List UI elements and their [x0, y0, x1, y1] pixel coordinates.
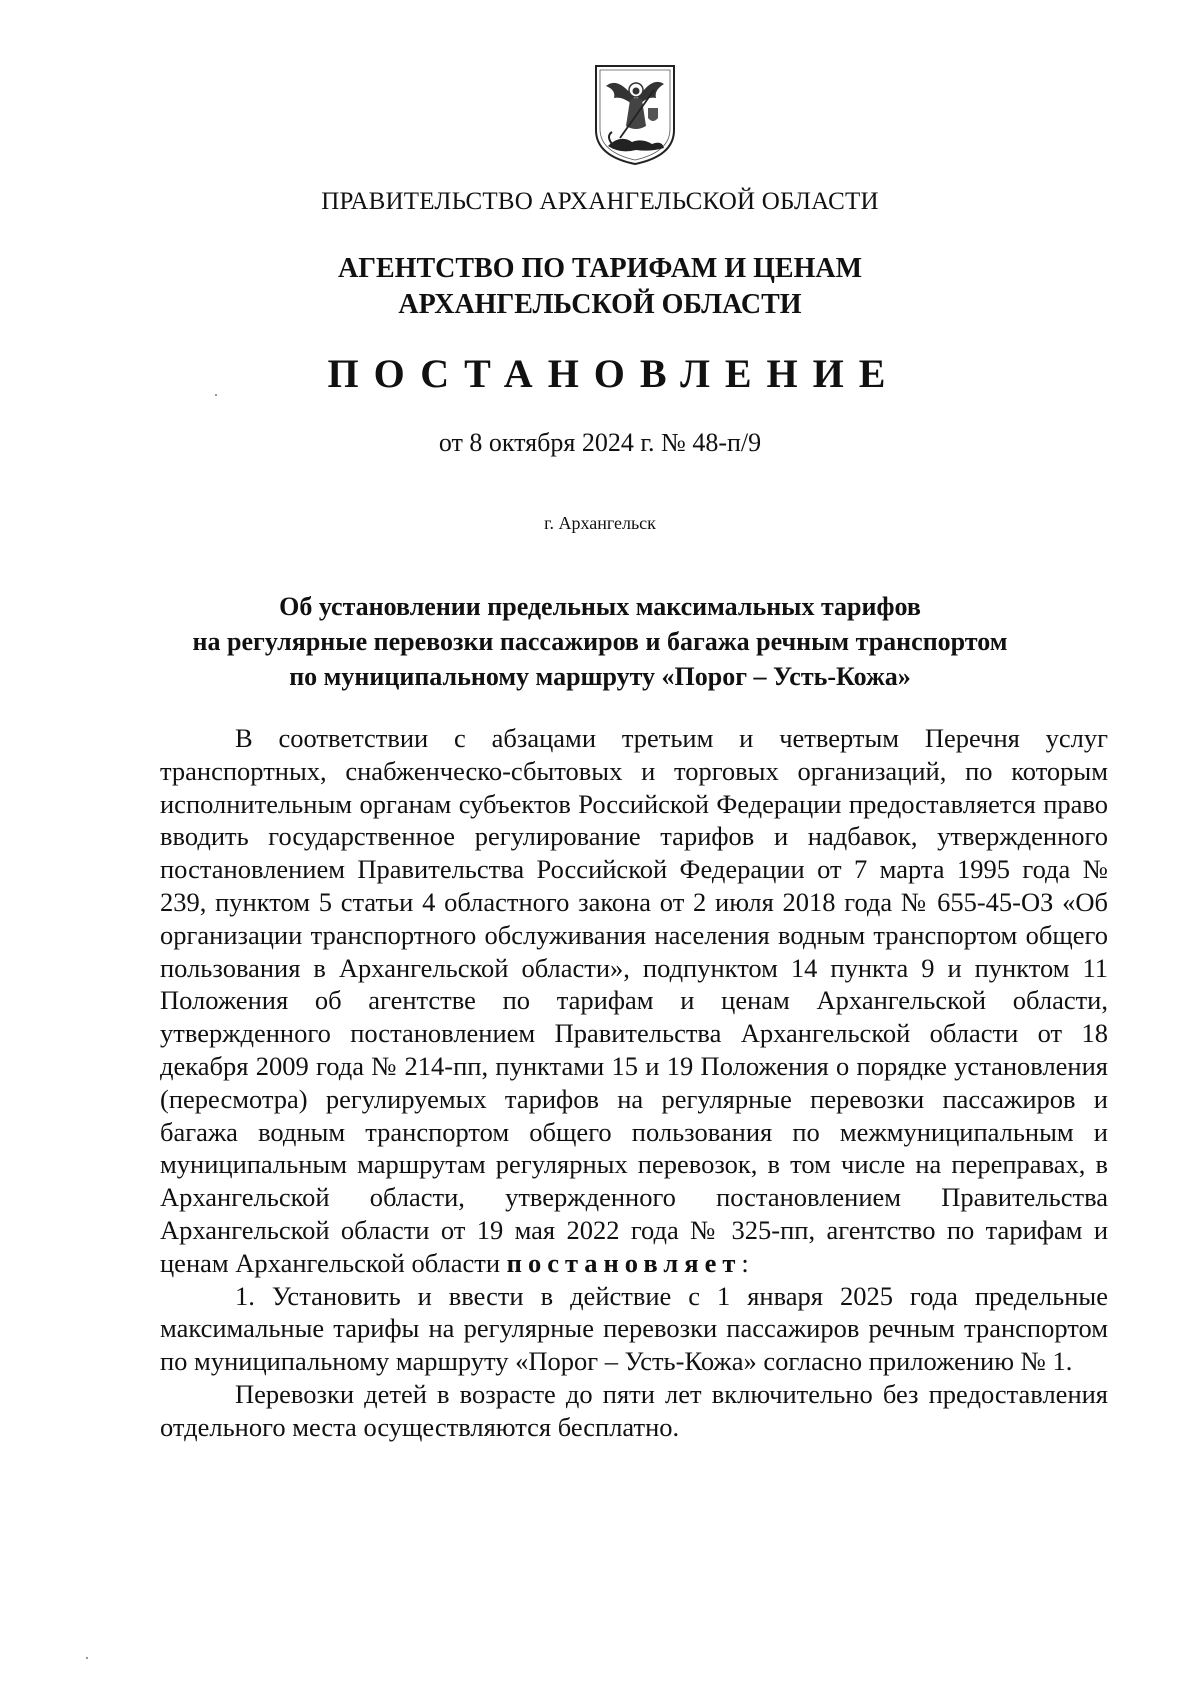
title-line3: по муниципальному маршруту «Порог – Усть-Кожа» — [289, 662, 911, 691]
item-1-note-paragraph: Перевозки детей в возрасте до пяти лет включительно без предоставления отдельного места осуществляются бесплатно. — [160, 1378, 1108, 1442]
title-line1: Об установлении предельных максимальных тарифов — [279, 592, 921, 621]
document-body — [160, 722, 1108, 1444]
document-city: г. Архангельск — [544, 513, 656, 533]
document-title — [0, 589, 1200, 694]
agency-name-line1: АГЕНТСТВО ПО ТАРИФАМ И ЦЕНАМ — [337, 253, 863, 284]
agency-name-line2: АРХАНГЕЛЬСКОЙ ОБЛАСТИ — [398, 289, 802, 320]
arkhangelsk-coat-of-arms-icon — [590, 60, 680, 168]
item-1-paragraph: 1. Установить и ввести в действие с 1 января 2025 года предельные максимальные тарифы на регулярные перевозки пассажиров речным транспортом по муниципальному маршруту «Порог – Усть-Кожа» согласно приложению № 1. — [160, 1280, 1108, 1377]
document-type: ПОСТАНОВЛЕНИЕ — [327, 351, 901, 396]
resolves-colon: : — [741, 1247, 749, 1278]
title-line2: на регулярные перевозки пассажиров и багажа речным транспортом — [192, 627, 1008, 656]
preamble-text: В соответствии с абзацами третьим и четвертым Перечня услуг транспортных, снабженческо-сбытовых и торговых организаций, по которым исполнительным органам субъектов Российской Федерации предоставляется право вводить государственное регулирование тарифов и надбавок, утвержденного постановлением Правительства Российской Федерации от 7 марта 1995 года № 239, пунктом 5 статьи 4 областного закона от 2 июля 2018 года № 655-45-ОЗ «Об организации транспортного обслуживания населения водным транспортом общего пользования в Архангельской области», подпунктом 14 пункта 9 и пунктом 11 Положения об агентстве по тарифам и ценам Архангельской области, утвержденного постановлением Правительства Архангельской области от 18 декабря 2009 года № 214-пп, пунктами 15 и 19 Положения о порядке установления (пересмотра) регулируемых тарифов на регулярные перевозки пассажиров и багажа водным транспортом общего пользования по межмуниципальным и муниципальным маршрутам регулярных перевозок, в том числе на переправах, в Архангельской области, утвержденного постановлением Правительства Архангельской области от 19 мая 2022 года № 325-пп, агентство по тарифам и ценам Архангельской области — [160, 723, 1108, 1278]
document-date-number: от 8 октября 2024 г. № 48-п/9 — [438, 428, 762, 457]
resolves-word: постановляет — [506, 1247, 742, 1278]
agency-name — [0, 251, 1200, 323]
government-name: ПРАВИТЕЛЬСТВО АРХАНГЕЛЬСКОЙ ОБЛАСТИ — [321, 188, 879, 215]
preamble-paragraph — [160, 722, 1108, 1280]
scan-speck — [215, 394, 217, 396]
scan-speck — [86, 1657, 88, 1659]
